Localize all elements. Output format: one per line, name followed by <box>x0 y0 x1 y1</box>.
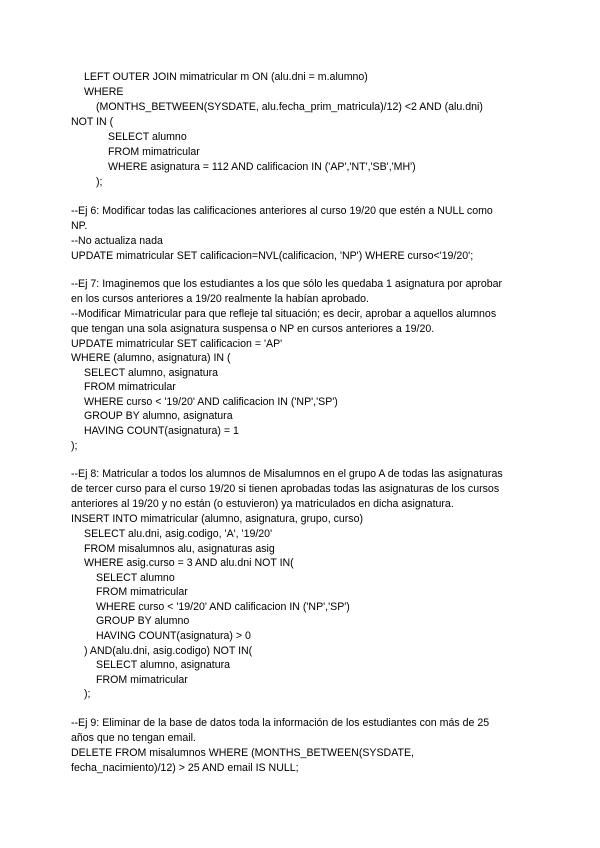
sql-line: ); <box>71 440 78 452</box>
sql-line: UPDATE mimatricular SET calificacion = 'AP' <box>71 338 283 350</box>
comment-line: --Ej 9: Eliminar de la base de datos toda la información de los estudiantes con más de 25 <box>71 717 490 729</box>
comment-line: --Ej 7: Imaginemos que los estudiantes a los que sólo les quedaba 1 asignatura por aprobar <box>71 278 503 290</box>
comment-line: años que no tengan email. <box>71 732 196 744</box>
sql-line: LEFT OUTER JOIN mimatricular m ON (alu.dni = m.alumno) <box>84 71 368 83</box>
sql-line: FROM misalumnos alu, asignaturas asig <box>84 543 275 555</box>
sql-line: WHERE asig.curso = 3 AND alu.dni NOT IN( <box>84 557 294 569</box>
sql-line: FROM mimatricular <box>84 381 176 393</box>
sql-line: GROUP BY alumno, asignatura <box>84 410 233 422</box>
comment-line: en los cursos anteriores a 19/20 realmente la habían aprobado. <box>71 293 369 305</box>
comment-line: anteriores al 19/20 y no están (o estuvieron) ya matriculados en dicha asignatura. <box>71 498 454 510</box>
sql-line: GROUP BY alumno <box>96 615 190 627</box>
sql-line: ); <box>96 176 103 188</box>
comment-line: --Ej 8: Matricular a todos los alumnos de Misalumnos en el grupo A de todas las asignaturas <box>71 468 503 480</box>
sql-line: SELECT alumno <box>108 131 187 143</box>
sql-line: ); <box>84 688 91 700</box>
sql-line: HAVING COUNT(asignatura) = 1 <box>84 425 239 437</box>
sql-line: HAVING COUNT(asignatura) > 0 <box>96 630 251 642</box>
sql-line: (MONTHS_BETWEEN(SYSDATE, alu.fecha_prim_matricula)/12) <2 AND (alu.dni) <box>96 101 483 113</box>
comment-line: que tengan una sola asignatura suspensa o NP en cursos anteriores a 19/20. <box>71 323 435 335</box>
comment-line: NP. <box>71 220 88 232</box>
sql-line: fecha_nacimiento)/12) > 25 AND email IS NULL; <box>71 762 299 774</box>
sql-line: INSERT INTO mimatricular (alumno, asignatura, grupo, curso) <box>71 513 364 525</box>
sql-line: WHERE <box>84 86 124 98</box>
sql-line: WHERE curso < '19/20' AND calificacion IN ('NP','SP') <box>84 396 338 408</box>
comment-line: --No actualiza nada <box>71 235 163 247</box>
sql-line: SELECT alumno, asignatura <box>96 659 231 671</box>
sql-line: SELECT alu.dni, asig.codigo, 'A', '19/20' <box>84 528 273 540</box>
sql-line: FROM mimatricular <box>108 146 200 158</box>
sql-line: FROM mimatricular <box>96 586 188 598</box>
sql-line: SELECT alumno, asignatura <box>84 367 219 379</box>
sql-line: WHERE curso < '19/20' AND calificacion IN ('NP','SP') <box>96 601 350 613</box>
sql-line: UPDATE mimatricular SET calificacion=NVL(calificacion, 'NP') WHERE curso<'19/20'; <box>71 250 474 262</box>
comment-line: de tercer curso para el curso 19/20 si tienen aprobadas todas las asignaturas de los cursos <box>71 483 500 495</box>
sql-line: WHERE asignatura = 112 AND calificacion IN ('AP','NT','SB','MH') <box>108 161 416 173</box>
sql-line: ) AND(alu.dni, asig.codigo) NOT IN( <box>84 645 253 657</box>
sql-line: FROM mimatricular <box>96 674 188 686</box>
sql-line: WHERE (alumno, asignatura) IN ( <box>71 352 231 364</box>
comment-line: --Ej 6: Modificar todas las calificaciones anteriores al curso 19/20 que estén a NULL como <box>71 205 493 217</box>
sql-line: DELETE FROM misalumnos WHERE (MONTHS_BETWEEN(SYSDATE, <box>71 747 414 759</box>
comment-line: --Modificar Mimatricular para que refleje tal situación; es decir, aprobar a aquellos alumnos <box>71 308 497 320</box>
sql-line: NOT IN ( <box>71 116 114 128</box>
sql-line: SELECT alumno <box>96 572 175 584</box>
